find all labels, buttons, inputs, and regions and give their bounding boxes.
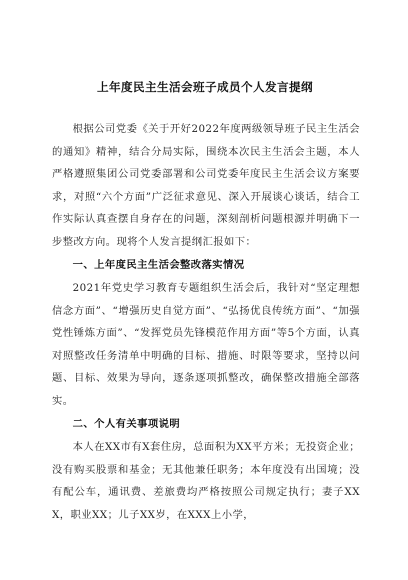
section-heading: 二、个人有关事项说明 [72, 417, 181, 430]
document-title: 上年度民主生活会班子成员个人发言提纲 [97, 80, 313, 94]
section-rectification [52, 254, 360, 413]
section-paragraph: 本人在XX市有X套住房，总面积为XX平方米；无投资企业；没有购买股票和基金；无其他兼任职务；本年度没有出国境；没有配公车，通讯费、差旅费均严格按照公司规定执行；妻子XXX，职业XX；儿子XX岁，在XXX上小学， [52, 440, 360, 521]
section-paragraph: 2021年党史学习教育专题组织生活会后，我针对“坚定理想信念方面”、“增强历史自觉方面”、“弘扬优良传统方面”、“加强党性锤炼方面”、“发挥党员先锋模范作用方面”等5个方面，认真对照整改任务清单中明确的目标、措施、时限等要求，坚持以问题、目标、效果为导向，逐条逐项抓整改，确保整改措施全部落实。 [52, 281, 360, 407]
section-personal-matters [52, 413, 360, 527]
document-body [52, 118, 360, 526]
section-heading: 一、上年度民主生活会整改落实情况 [72, 258, 245, 271]
intro-paragraph: 根据公司党委《关于开好2022年度两级领导班子民主生活会的通知》精神，结合分局实际，围绕本次民主生活会主题，本人严格遵照集团公司党委部署和公司党委年度民主生活会议方案要求，对照“六个方面”广泛征求意见、深入开展谈心谈话，结合工作实际认真查摆自身存在的问题，深刻剖析问题根源并明确下一步整改方向。现将个人发言提纲汇报如下： [52, 123, 360, 248]
